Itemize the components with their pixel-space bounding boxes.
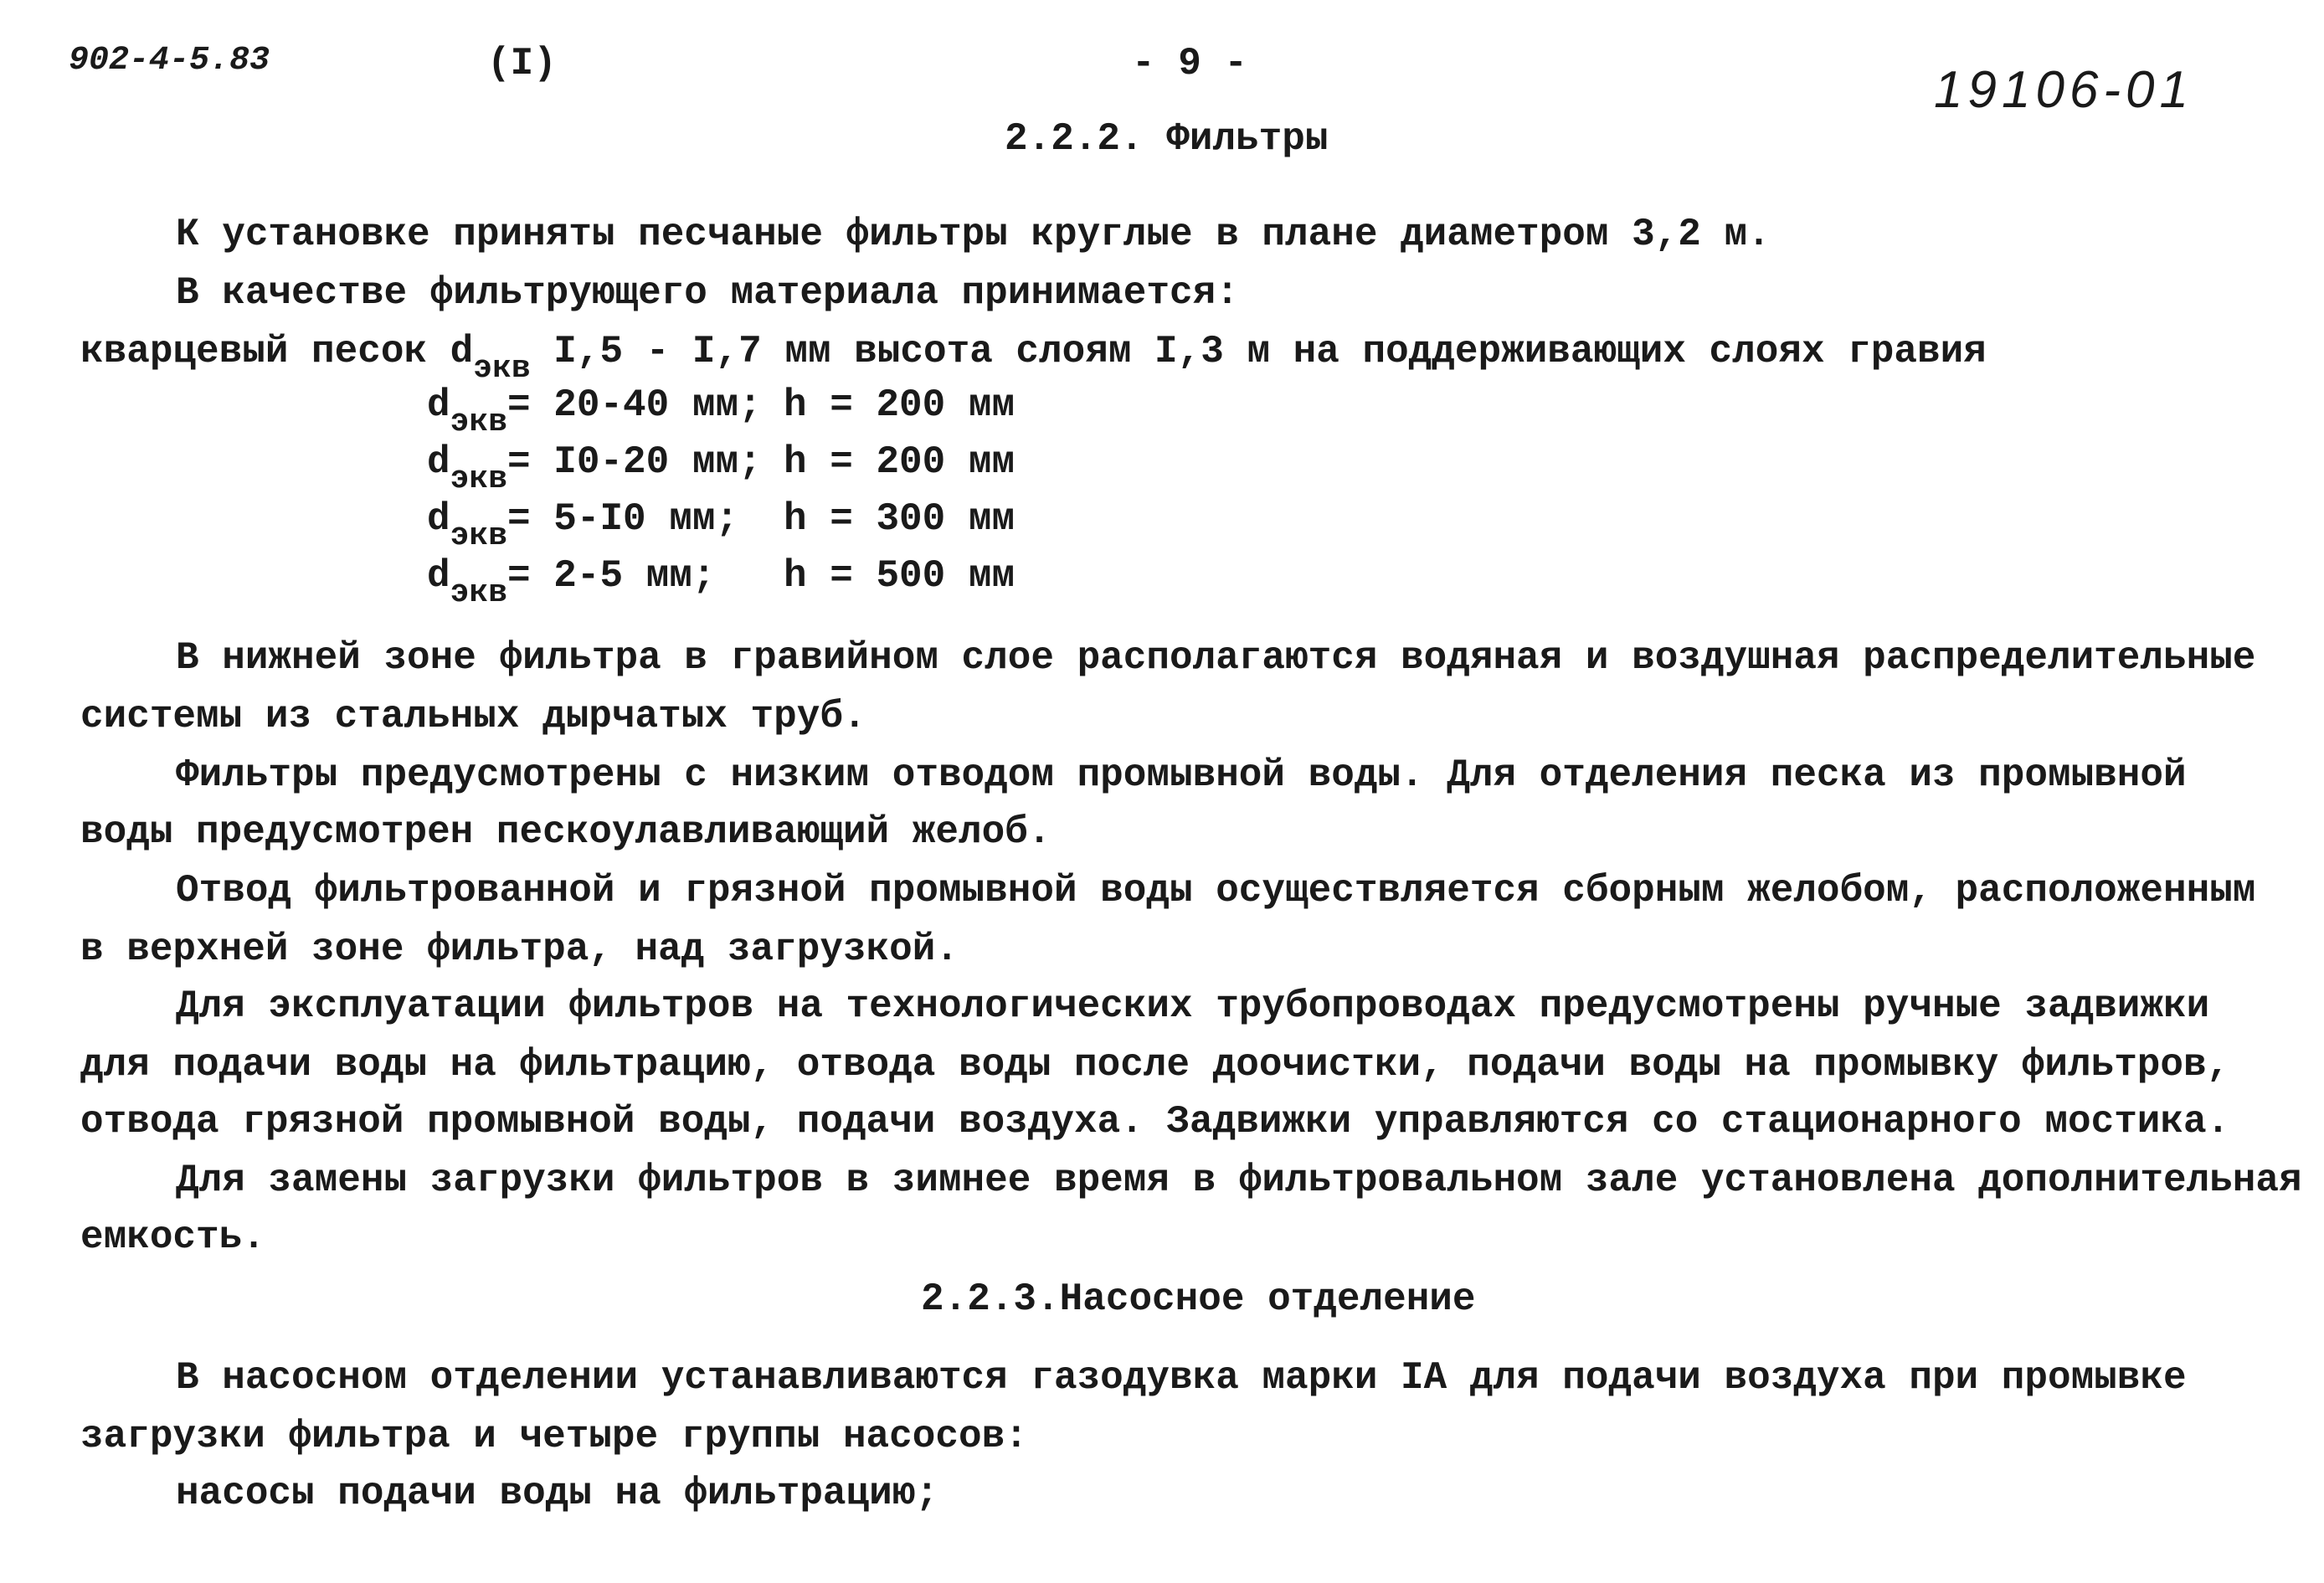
paragraph-line: К установке приняты песчаные фильтры круглые в плане диаметром 3,2 м.: [176, 213, 1771, 256]
layer-height: h = 200 мм: [784, 383, 1015, 427]
diameter-range: = 20-40 мм;: [507, 383, 762, 427]
paragraph-line: Отвод фильтрованной и грязной промывной воды осуществляется сборным желобом, расположенным: [176, 869, 2256, 912]
diameter-symbol: d: [427, 497, 450, 541]
paragraph-line: В нижней зоне фильтра в гравийном слое располагаются водяная и воздушная распределительные: [176, 636, 2256, 680]
equivalent-subscript: экв: [450, 518, 508, 554]
document-number: 19106-01: [1934, 61, 2194, 119]
diameter-range: = 5-I0 мм;: [507, 497, 739, 541]
layer-height: h = 200 мм: [784, 440, 1015, 484]
paragraph-line: Фильтры предусмотрены с низким отводом промывной воды. Для отделения песка из промывной: [176, 753, 2187, 797]
paragraph-line: Для эксплуатации фильтров на технологических трубопроводах предусмотрены ручные задвижки: [176, 984, 2210, 1028]
paragraph-line-quartz-sand: [80, 330, 1987, 387]
equivalent-subscript: экв: [450, 575, 508, 611]
equivalent-subscript: экв: [450, 404, 508, 440]
paragraph-line: в верхней зоне фильтра, над загрузкой.: [80, 928, 959, 971]
paragraph-line: загрузки фильтра и четыре группы насосов:: [80, 1415, 1028, 1458]
paragraph-line: В качестве фильтрующего материала принимается:: [176, 271, 1239, 315]
layer-height: h = 300 мм: [784, 497, 1015, 541]
gravel-layer-row: [427, 554, 1015, 611]
quartz-sand-prefix: кварцевый песок d: [80, 330, 474, 373]
quartz-sand-rest: I,5 - I,7 мм высота слоям I,3 м на поддерживающих слоях гравия: [530, 330, 1987, 373]
diameter-range: = 2-5 мм;: [507, 554, 716, 598]
diameter-symbol: d: [427, 554, 450, 598]
diameter-symbol: d: [427, 440, 450, 484]
gravel-layer-row: [427, 440, 1015, 497]
paragraph-line: емкость.: [80, 1216, 265, 1259]
gravel-layer-row: [427, 383, 1015, 440]
page-number: - 9 -: [1132, 42, 1248, 85]
paragraph-line: для подачи воды на фильтрацию, отвода воды после доочистки, подачи воды на промывку фильтров,: [80, 1043, 2230, 1087]
paragraph-line: Для замены загрузки фильтров в зимнее время в фильтровальном зале установлена дополнительная: [176, 1159, 2302, 1202]
document-code: 902-4-5.83: [69, 42, 270, 80]
section-heading-pump-room: 2.2.3.Насосное отделение: [921, 1277, 1476, 1321]
sheet-mark: (I): [487, 42, 557, 85]
diameter-range: = I0-20 мм;: [507, 440, 762, 484]
paragraph-line: воды предусмотрен пескоулавливающий желоб.: [80, 810, 1051, 854]
paragraph-line: системы из стальных дырчатых труб.: [80, 695, 866, 738]
equivalent-subscript: экв: [473, 351, 531, 387]
gravel-layer-row: [427, 497, 1015, 554]
equivalent-subscript: экв: [450, 461, 508, 497]
layer-height: h = 500 мм: [784, 554, 1015, 598]
paragraph-line: В насосном отделении устанавливаются газодувка марки IA для подачи воздуха при промывке: [176, 1356, 2187, 1400]
section-heading-filters: 2.2.2. Фильтры: [1005, 117, 1329, 161]
paragraph-line: отвода грязной промывной воды, подачи воздуха. Задвижки управляются со стационарного мостика.: [80, 1100, 2230, 1144]
diameter-symbol: d: [427, 383, 450, 427]
paragraph-line: насосы подачи воды на фильтрацию;: [176, 1472, 938, 1515]
